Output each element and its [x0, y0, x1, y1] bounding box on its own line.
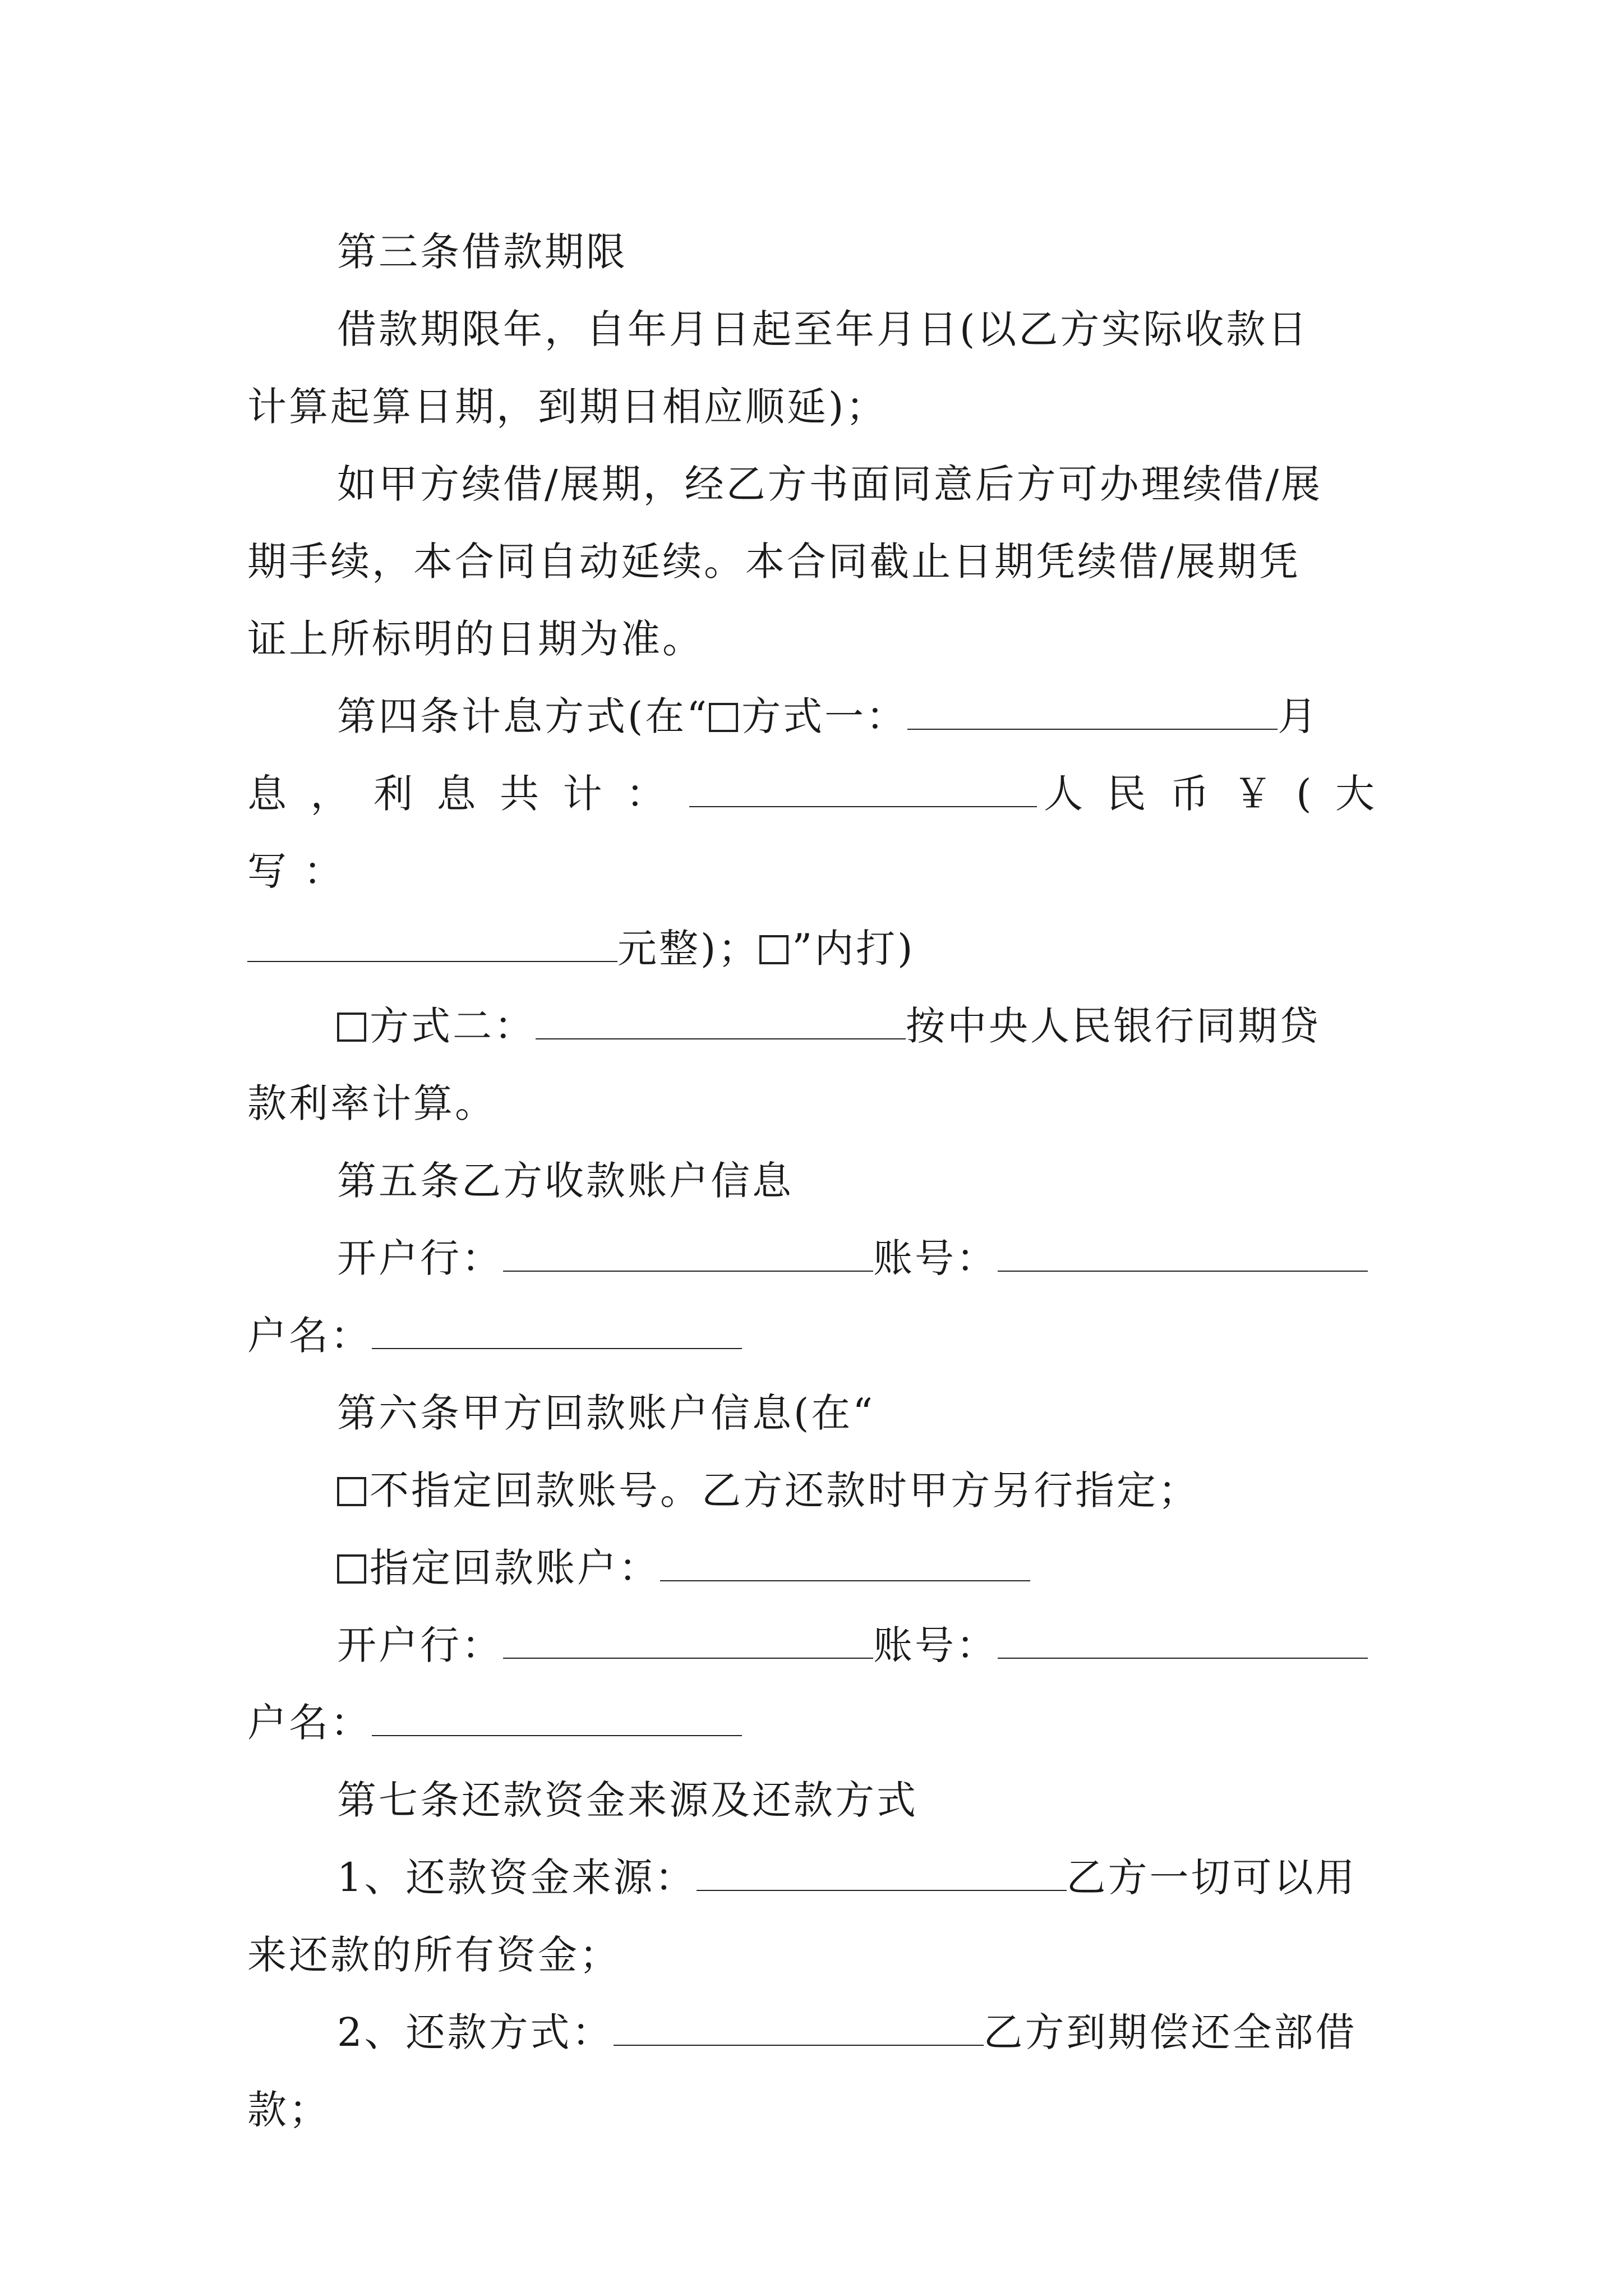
article3-paragraph1: [247, 291, 1391, 368]
blank-field[interactable]: [536, 1006, 906, 1039]
blank-field[interactable]: [907, 696, 1278, 730]
article6-heading: 第六条甲方回款账户信息(在“: [337, 1390, 875, 1436]
article6-name-line: [247, 1684, 1391, 1761]
blank-field[interactable]: [247, 928, 617, 962]
bank-field[interactable]: [503, 1238, 873, 1272]
article7-item2-label: 2、还款方式：: [337, 2009, 614, 2055]
article7-item1-text: 乙方一切可以用: [1066, 1855, 1357, 1901]
article4-interest-line: [247, 755, 1391, 910]
bank-field[interactable]: [503, 1625, 873, 1659]
article4-method2-text: 按中央人民银行同期贷: [906, 1003, 1321, 1049]
name-label: 户名：: [247, 1313, 372, 1359]
article7-item1-cont: 来还款的所有资金；: [247, 1932, 621, 1978]
article3-p2-line2: 期手续，本合同自动延续。本合同截止日期凭续借/展期凭: [247, 539, 1301, 585]
blank-field[interactable]: [614, 2012, 984, 2046]
article4-capital-line: [247, 910, 1391, 987]
bank-label: 开户行：: [337, 1622, 503, 1668]
account-label: 账号：: [873, 1235, 998, 1281]
article7-item1: [247, 1839, 1391, 1916]
article6-option1-text: 不指定回款账号。乙方还款时甲方另行指定；: [370, 1467, 1200, 1513]
article7-item2-cont: 款；: [247, 2087, 330, 2133]
account-label: 账号：: [873, 1622, 998, 1668]
checkbox[interactable]: [337, 1554, 366, 1584]
blank-field[interactable]: [660, 1548, 1030, 1581]
article4-heading: [247, 678, 1391, 755]
article7-item2-text: 乙方到期偿还全部借: [983, 2009, 1357, 2055]
article6-option2-text: 指定回款账户：: [370, 1545, 660, 1591]
contract-body: [247, 213, 1391, 2148]
article5-name-line: [247, 1297, 1391, 1374]
blank-field[interactable]: [689, 774, 1037, 807]
article4-yuan-text: 元整)；: [617, 926, 760, 972]
article3-p2-line3: 证上所标明的日期为准。: [247, 616, 704, 662]
article3-paragraph2-end: [247, 600, 1391, 678]
article5-heading: 第五条乙方收款账户信息: [337, 1158, 794, 1204]
account-field[interactable]: [998, 1238, 1368, 1272]
article6-option1: [247, 1452, 1391, 1529]
article4-interest-label: 息，利息共计：: [247, 771, 689, 817]
name-field[interactable]: [372, 1315, 742, 1349]
article4-method2-label: 方式二：: [370, 1003, 536, 1049]
article7-item1-label: 1、还款资金来源：: [337, 1855, 697, 1901]
account-field[interactable]: [998, 1625, 1368, 1659]
article6-bank-line: [247, 1607, 1391, 1684]
article3-p1-line1: 借款期限年，自年月日起至年月日(以乙方实际收款日: [337, 306, 1310, 352]
article5-bank-line: [247, 1220, 1391, 1297]
checkbox[interactable]: [337, 1477, 366, 1506]
checkbox[interactable]: [759, 935, 789, 964]
article3-paragraph2: [247, 445, 1391, 523]
article3-p1-line2: 计算起算日期，到期日相应顺延)；: [247, 384, 888, 430]
name-field[interactable]: [372, 1703, 742, 1736]
blank-field[interactable]: [697, 1857, 1067, 1891]
article3-p2-line1: 如甲方续借/展期，经乙方书面同意后方可办理续借/展: [337, 461, 1323, 507]
article7-heading: 第七条还款资金来源及还款方式: [337, 1777, 918, 1823]
checkbox[interactable]: [709, 703, 738, 732]
article4-month-text: 月: [1278, 693, 1320, 739]
article4-heading-text: 第四条计息方式(在“: [337, 693, 709, 739]
article3-heading: 第三条借款期限: [337, 229, 628, 275]
article6-option2: [247, 1529, 1391, 1607]
article4-mark-text: ”内打): [792, 926, 915, 972]
bank-label: 开户行：: [337, 1235, 503, 1281]
article4-method1-label: 方式一：: [741, 693, 908, 739]
article4-rmb-label: 人民币￥(大写：: [247, 771, 1392, 894]
article4-method2: [247, 987, 1391, 1065]
checkbox[interactable]: [337, 1013, 366, 1042]
article3-paragraph2-cont: [247, 523, 1391, 600]
article4-method2-cont: 款利率计算。: [247, 1080, 496, 1126]
article3-paragraph1-cont: [247, 368, 1391, 445]
article7-item2: [247, 1994, 1391, 2071]
name-label: 户名：: [247, 1700, 372, 1746]
